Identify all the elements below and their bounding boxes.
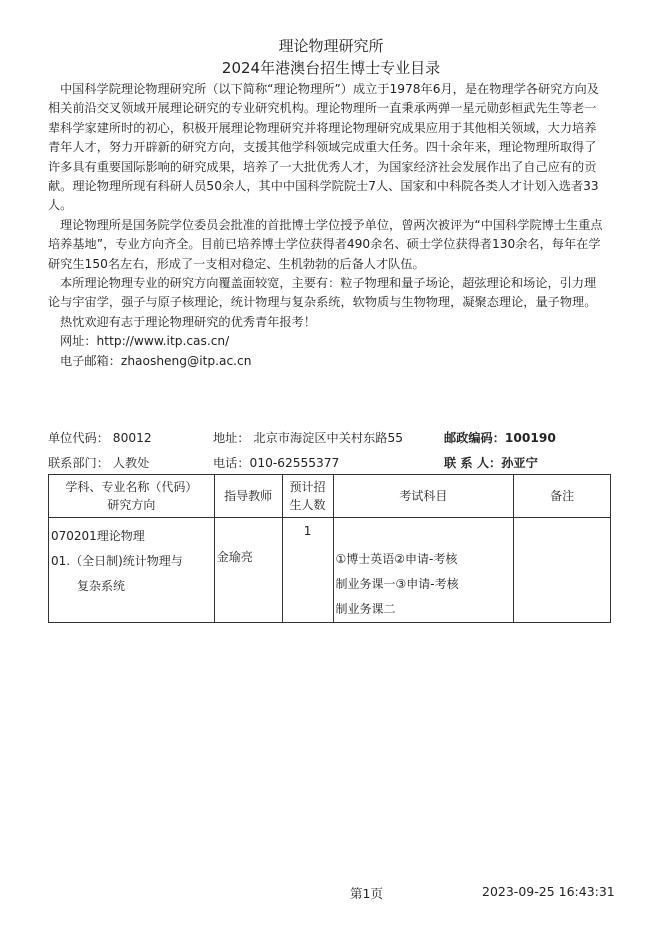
teacher-name: 金瑜亮 <box>216 550 253 564</box>
header-enrollment-line2: 生人数 <box>289 498 326 512</box>
document-title: 理论物理研究所 <box>278 37 384 55</box>
page-number: 第1页 <box>350 886 383 901</box>
contact-phone: 电话：010-62555377 <box>213 456 340 470</box>
cell-teacher <box>214 518 282 623</box>
header-exam: 考试科目 <box>333 475 514 518</box>
enrollment-count: 1 <box>303 524 312 538</box>
header-major-line2: 研究方向 <box>107 498 156 512</box>
header-enrollment <box>282 475 333 518</box>
direction-line2: 复杂系统 <box>77 579 126 593</box>
contact-department: 联系部门： 人教处 <box>48 456 150 470</box>
header-notes: 备注 <box>514 475 611 518</box>
postcode-wrapper <box>444 429 556 446</box>
intro-section <box>48 80 608 371</box>
cell-major <box>49 518 215 623</box>
exam-line3: 制业务课二 <box>335 602 396 616</box>
intro-paragraph-3: 本所理论物理专业的研究方向覆盖面较宽，主要有：粒子物理和量子场论，超弦理论和场论，引力理论与宇宙学，强子与原子核理论，统计物理与复杂系统，软物质与生物物理，凝聚态理论，量子物理。 <box>48 276 597 310</box>
table-row <box>49 518 611 623</box>
header-major <box>49 475 215 518</box>
contact-wrapper <box>444 454 538 471</box>
direction-line1: 01.（全日制)统计物理与 <box>51 554 183 568</box>
table-header-row <box>49 475 611 518</box>
unit-address: 地址： 北京市海淀区中关村东路55 <box>213 431 404 445</box>
header-major-line1: 学科、专业名称（代码） <box>65 480 198 494</box>
email-text: 电子邮箱：zhaosheng@itp.ac.cn <box>60 353 252 368</box>
website-text: 网址：http://www.itp.cas.cn/ <box>60 334 230 349</box>
cell-notes <box>514 518 611 623</box>
cell-enrollment <box>282 518 333 623</box>
exam-line2: 制业务课一③申请-考核 <box>335 577 459 591</box>
cell-exam <box>333 518 514 623</box>
print-timestamp: 2023-09-25 16:43:31 <box>482 884 615 899</box>
header-teacher: 指导教师 <box>214 475 282 518</box>
unit-code: 单位代码： 80012 <box>48 431 152 445</box>
major-name: 070201理论物理 <box>51 529 145 543</box>
exam-line1: ①博士英语②申请-考核 <box>335 552 458 566</box>
intro-paragraph-2: 理论物理所是国务院学位委员会批准的首批博士学位授予单位，曾两次被评为“中国科学院博士生重点培养基地”，专业方向齐全。目前已培养博士学位获得者490余名、硕士学位获得者130余名，每年在学研究生150名左右，形成了一支相对稳定、生机勃勃的后备人才队伍。 <box>48 217 603 271</box>
intro-paragraph-1: 中国科学院理论物理研究所（以下简称“理论物理所”）成立于1978年6月，是在物理学各研究方向及相关前沿交叉领域开展理论研究的专业研究机构。理论物理所一直秉承两弹一星元勋彭桓武先生等老一辈科学家建所时的初心，积极开展理论物理研究并将理论物理研究成果应用于其他相关领域，大力培养青年人才，努力开辟新的研究方向，支援其他学科领域完成重大任务。四十余年来，理论物理所取得了许多具有重要国际影响的研究成果，培养了一大批优秀人才，为国家经济社会发展作出了自己应有的贡献。理论物理所现有科研人员50余人，其中中国科学院院士7人、国家和中科院各类人才计划入选者33人。 <box>48 82 599 213</box>
contact-person: 联 系 人：孙亚宁 <box>444 456 538 470</box>
unit-postcode: 邮政编码：100190 <box>444 431 556 445</box>
header-enrollment-line1: 预计招 <box>289 480 326 494</box>
major-catalog-table <box>48 474 611 623</box>
intro-paragraph-4: 热忱欢迎有志于理论物理研究的优秀青年报考！ <box>60 314 316 329</box>
document-subtitle: 2024年港澳台招生博士专业目录 <box>221 59 441 77</box>
